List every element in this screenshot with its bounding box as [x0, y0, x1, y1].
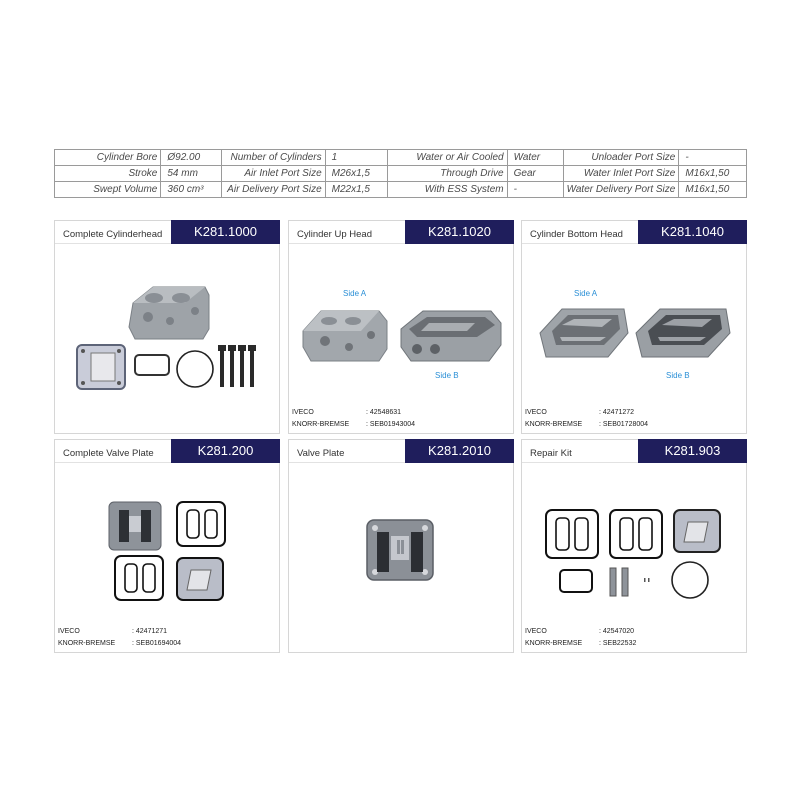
cross-reference-row [292, 407, 415, 419]
card-title: Repair Kit [530, 448, 572, 459]
spec-value: M26x1,5 [325, 166, 388, 182]
cross-reference-row [58, 638, 181, 650]
cylinder-bottom-head-image [522, 221, 748, 435]
spec-value: - [507, 182, 563, 198]
spec-label: Water Inlet Port Size [563, 166, 679, 182]
spec-value: Water [507, 150, 563, 166]
spec-value: 360 cm³ [161, 182, 222, 198]
part-code-badge[interactable]: K281.1020 [405, 220, 514, 244]
card-title: Cylinder Bottom Head [530, 229, 623, 240]
cross-reference-row [525, 638, 636, 650]
card-title: Cylinder Up Head [297, 229, 372, 240]
spec-table [54, 149, 747, 198]
product-card-valve-plate[interactable] [288, 439, 514, 653]
spec-value: M22x1,5 [325, 182, 388, 198]
ref-brand: IVECO [525, 409, 547, 416]
valve-plate-kit-image [55, 440, 281, 654]
spec-value: 54 mm [161, 166, 222, 182]
part-code-badge[interactable]: K281.1000 [171, 220, 280, 244]
product-card-repair-kit[interactable] [521, 439, 747, 653]
spec-label: Air Inlet Port Size [221, 166, 325, 182]
spec-row [55, 150, 747, 166]
ref-brand: KNORR-BREMSE [525, 640, 583, 647]
spec-label: Air Delivery Port Size [221, 182, 325, 198]
ref-number: : SEB01943004 [366, 421, 416, 428]
cross-reference-list [525, 626, 636, 650]
product-card-cylinder-up-head[interactable] [288, 220, 514, 434]
cross-reference-list [525, 407, 648, 431]
ref-number: : SEB01694004 [132, 640, 182, 647]
spec-label: With ESS System [388, 182, 507, 198]
spec-value: - [679, 150, 747, 166]
valve-plate-image [289, 440, 515, 654]
ref-number: : 42471271 [132, 628, 168, 635]
ref-number: : 42547020 [599, 628, 635, 635]
card-title: Complete Cylinderhead [63, 229, 163, 240]
ref-number: : 42548631 [366, 409, 402, 416]
cross-reference-list [292, 407, 415, 431]
product-card-cylinder-bottom-head[interactable] [521, 220, 747, 434]
spec-label: Cylinder Bore [55, 150, 161, 166]
cross-reference-row [525, 407, 648, 419]
cylinderhead-kit-image [55, 221, 281, 435]
spec-value: M16x1,50 [679, 166, 747, 182]
ref-brand: KNORR-BREMSE [58, 640, 116, 647]
ref-number: : 42471272 [599, 409, 635, 416]
ref-brand: KNORR-BREMSE [292, 421, 350, 428]
spec-label: Through Drive [388, 166, 507, 182]
product-card-complete-cylinderhead[interactable] [54, 220, 280, 434]
repair-kit-image [522, 440, 748, 654]
cross-reference-row [292, 419, 415, 431]
spec-label: Swept Volume [55, 182, 161, 198]
spec-value: M16x1,50 [679, 182, 747, 198]
spec-label: Number of Cylinders [221, 150, 325, 166]
cross-reference-list [58, 626, 181, 650]
side-b-label: Side B [666, 371, 690, 380]
cross-reference-row [525, 626, 636, 638]
side-b-label: Side B [435, 371, 459, 380]
ref-brand: IVECO [525, 628, 547, 635]
spec-value: Ø92.00 [161, 150, 222, 166]
cylinder-up-head-image [289, 221, 515, 435]
cross-reference-row [58, 626, 181, 638]
ref-brand: KNORR-BREMSE [525, 421, 583, 428]
spec-value: Gear [507, 166, 563, 182]
spec-label: Unloader Port Size [563, 150, 679, 166]
card-title: Valve Plate [297, 448, 345, 459]
part-code-badge[interactable]: K281.903 [638, 439, 747, 463]
spec-label: Water or Air Cooled [388, 150, 507, 166]
part-code-badge[interactable]: K281.2010 [405, 439, 514, 463]
ref-number: : SEB01728004 [599, 421, 649, 428]
ref-brand: IVECO [58, 628, 80, 635]
spec-value: 1 [325, 150, 388, 166]
spec-row [55, 166, 747, 182]
ref-brand: IVECO [292, 409, 314, 416]
part-code-badge[interactable]: K281.1040 [638, 220, 747, 244]
ref-number: : SEB22532 [599, 640, 637, 647]
cross-reference-row [525, 419, 648, 431]
spec-label: Stroke [55, 166, 161, 182]
side-a-label: Side A [574, 289, 598, 298]
card-title: Complete Valve Plate [63, 448, 154, 459]
part-code-badge[interactable]: K281.200 [171, 439, 280, 463]
spec-row [55, 182, 747, 198]
spec-label: Water Delivery Port Size [563, 182, 679, 198]
product-card-complete-valve-plate[interactable] [54, 439, 280, 653]
side-a-label: Side A [343, 289, 367, 298]
